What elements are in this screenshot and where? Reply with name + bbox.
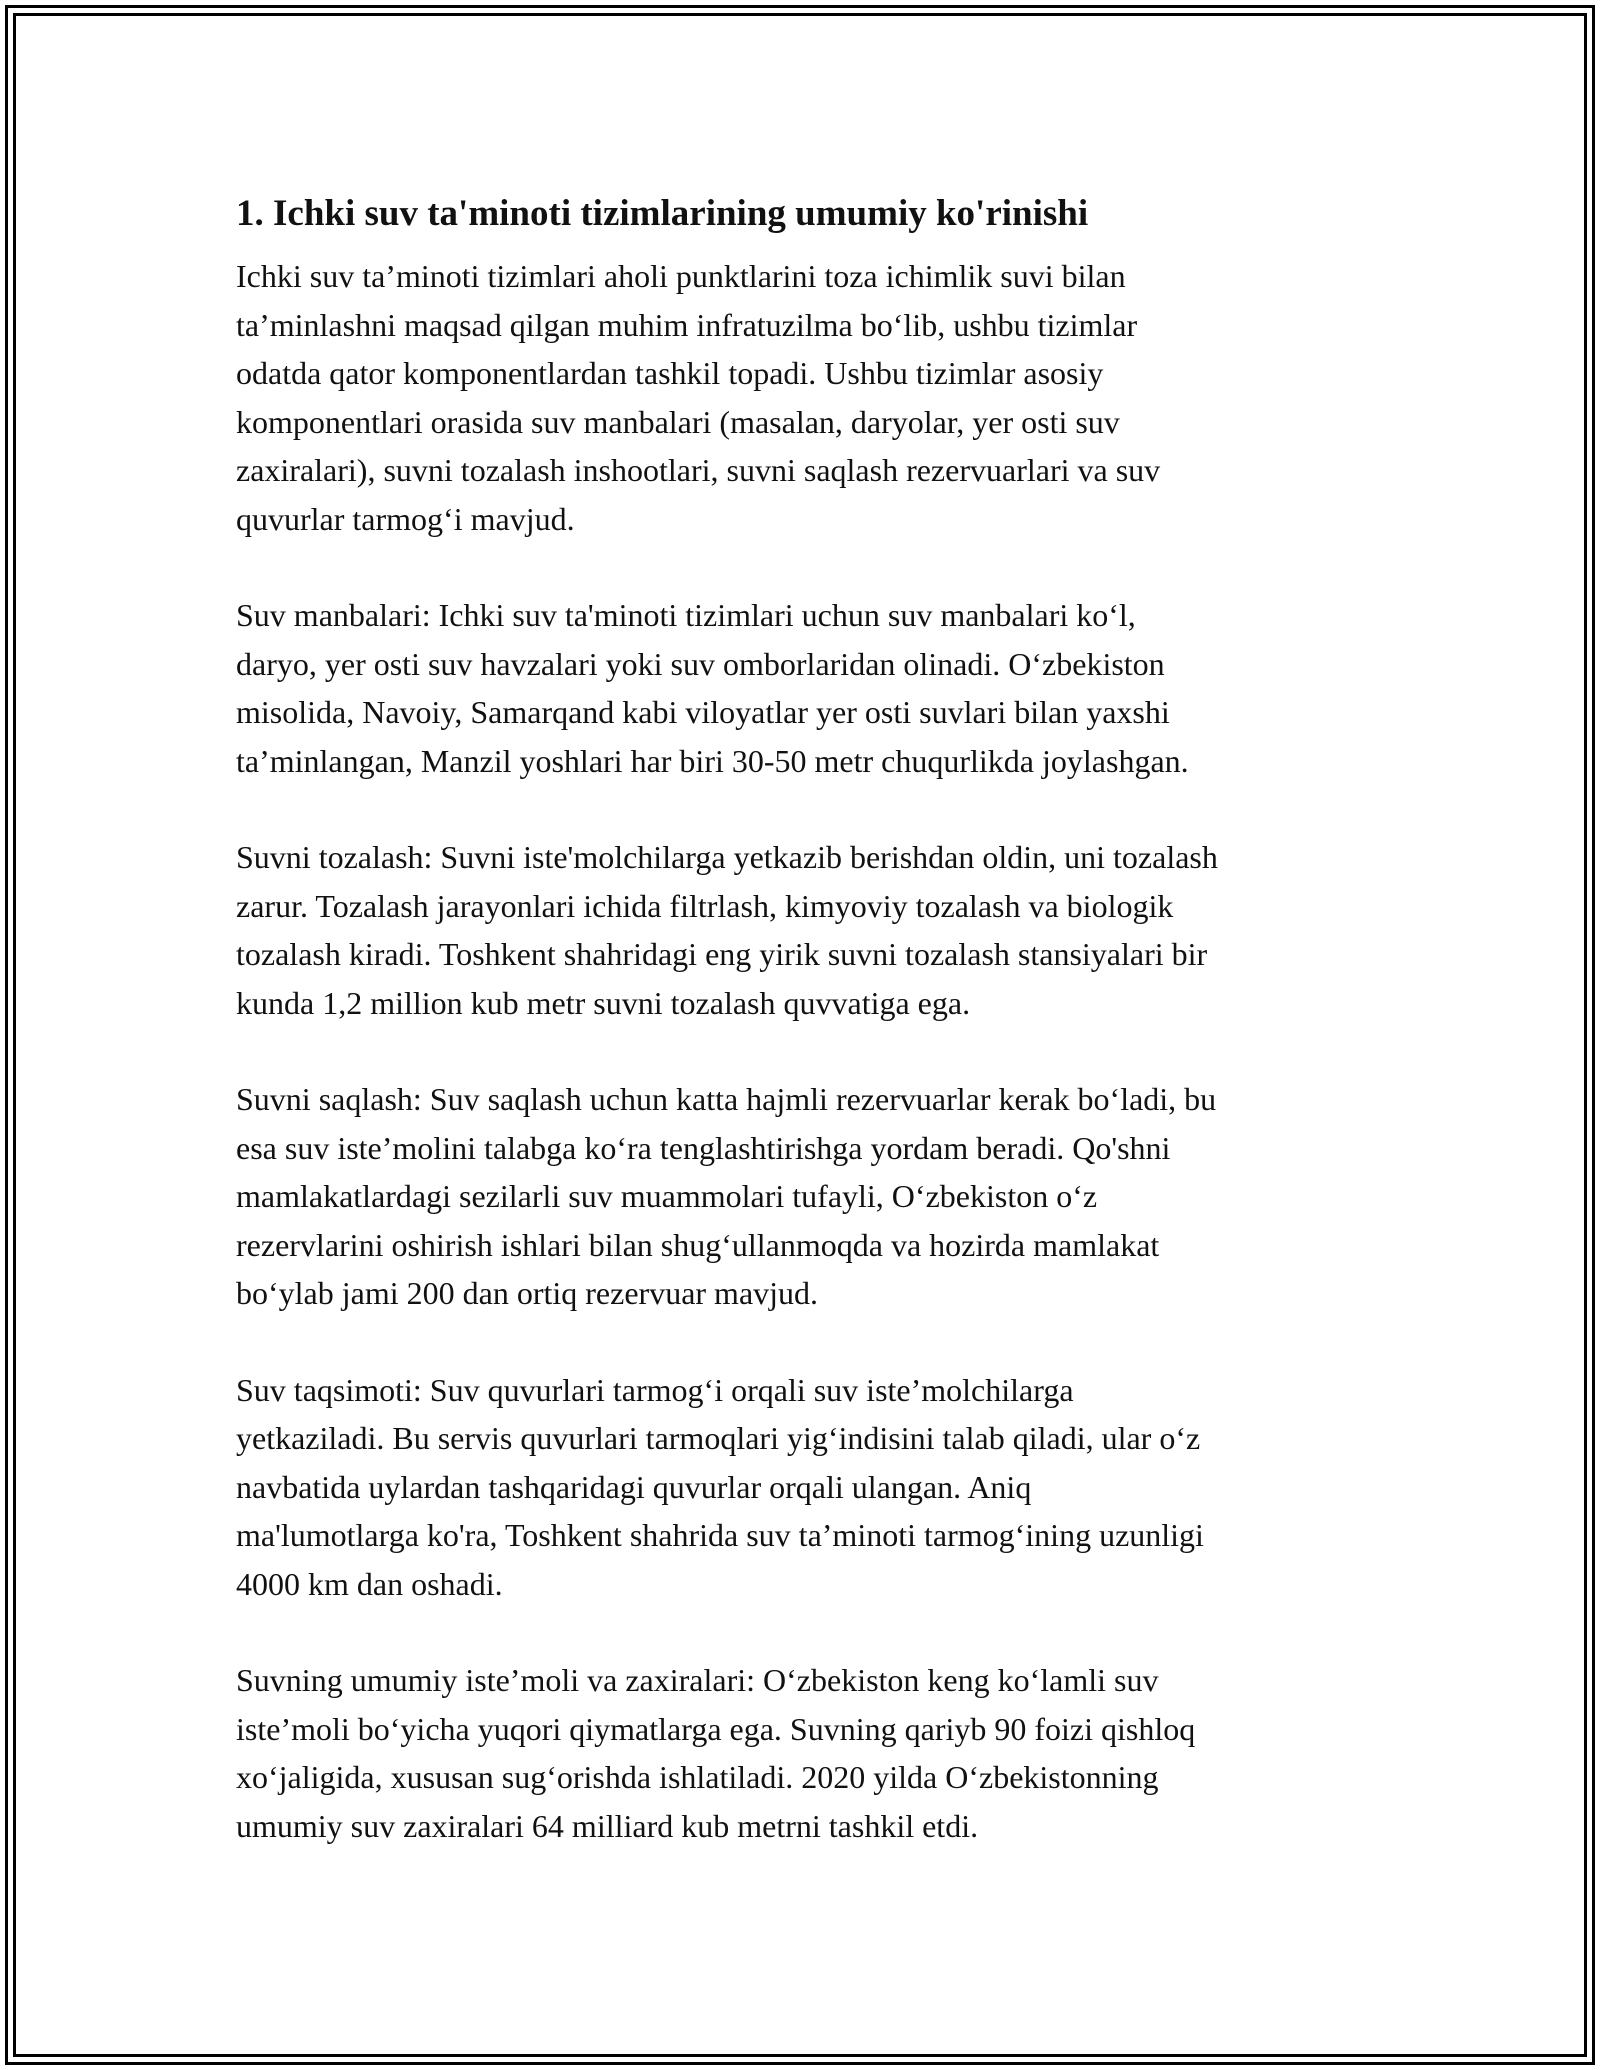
- paragraph-water-distribution: Suv taqsimoti: Suv quvurlari tarmog‘i orqali suv iste’molchilarga yetkaziladi. Bu servis quvurlari tarmoqlari yig‘indisini talab qiladi, ular o‘z navbatida uylardan tashqaridagi quvurlar orqali ulangan. Aniq ma'lumotlarga ko'ra, Toshkent shahrida suv ta’minoti tarmog‘ining uzunligi 4000 km dan oshadi.: [236, 1371, 1204, 1602]
- paragraph-overview: Ichki suv ta’minoti tizimlari aholi punktlarini toza ichimlik suvi bilan ta’minlashni maqsad qilgan muhim infratuzilma bo‘lib, ushbu tizimlar odatda qator komponentlardan tashkil topadi. Ushbu tizimlar asosiy komponentlari orasida suv manbalari (masalan, daryolar, yer osti suv zaxiralari), suvni tozalash inshootlari, suvni saqlash rezervuarlari va suv quvurlar tarmog‘i mavjud.: [236, 258, 1161, 537]
- document-body: [236, 188, 1376, 1898]
- paragraph-water-treatment: Suvni tozalash: Suvni iste'molchilarga yetkazib berishdan oldin, uni tozalash zarur. Tozalash jarayonlari ichida filtrlash, kimyoviy tozalash va biologik tozalash kiradi. Toshkent shahridagi eng yirik suvni tozalash stansiyalari bir kunda 1,2 million kub metr suvni tozalash quvvatiga ega.: [236, 839, 1218, 1021]
- paragraph-water-storage: Suvni saqlash: Suv saqlash uchun katta hajmli rezervuarlar kerak bo‘ladi, bu esa suv iste’molini talabga ko‘ra tenglashtirishga yordam beradi. Qo'shni mamlakatlardagi sezilarli suv muammolari tufayli, O‘zbekiston o‘z rezervlarini oshirish ishlari bilan shug‘ullanmoqda va hozirda mamlakat bo‘ylab jami 200 dan ortiq rezervuar mavjud.: [236, 1081, 1217, 1311]
- paragraph-water-sources: Suv manbalari: Ichki suv ta'minoti tizimlari uchun suv manbalari ko‘l, daryo, yer osti suv havzalari yoki suv omborlaridan olinadi. O‘zbekiston misolida, Navoiy, Samarqand kabi viloyatlar yer osti suvlari bilan yaxshi ta’minlangan, Manzil yoshlari har biri 30-50 metr chuqurlikda joylashgan.: [236, 597, 1189, 779]
- section-heading: 1. Ichki suv ta'minoti tizimlarining umumiy ko'rinishi: [236, 193, 1089, 234]
- paragraph-consumption-reserves: Suvning umumiy iste’moli va zaxiralari: O‘zbekiston keng ko‘lamli suv iste’moli bo‘yicha yuqori qiymatlarga ega. Suvning qariyb 90 foizi qishloq xo‘jaligida, xususan sug‘orishda ishlatiladi. 2020 yilda O‘zbekistonning umumiy suv zaxiralari 64 milliard kub metrni tashkil etdi.: [236, 1662, 1196, 1844]
